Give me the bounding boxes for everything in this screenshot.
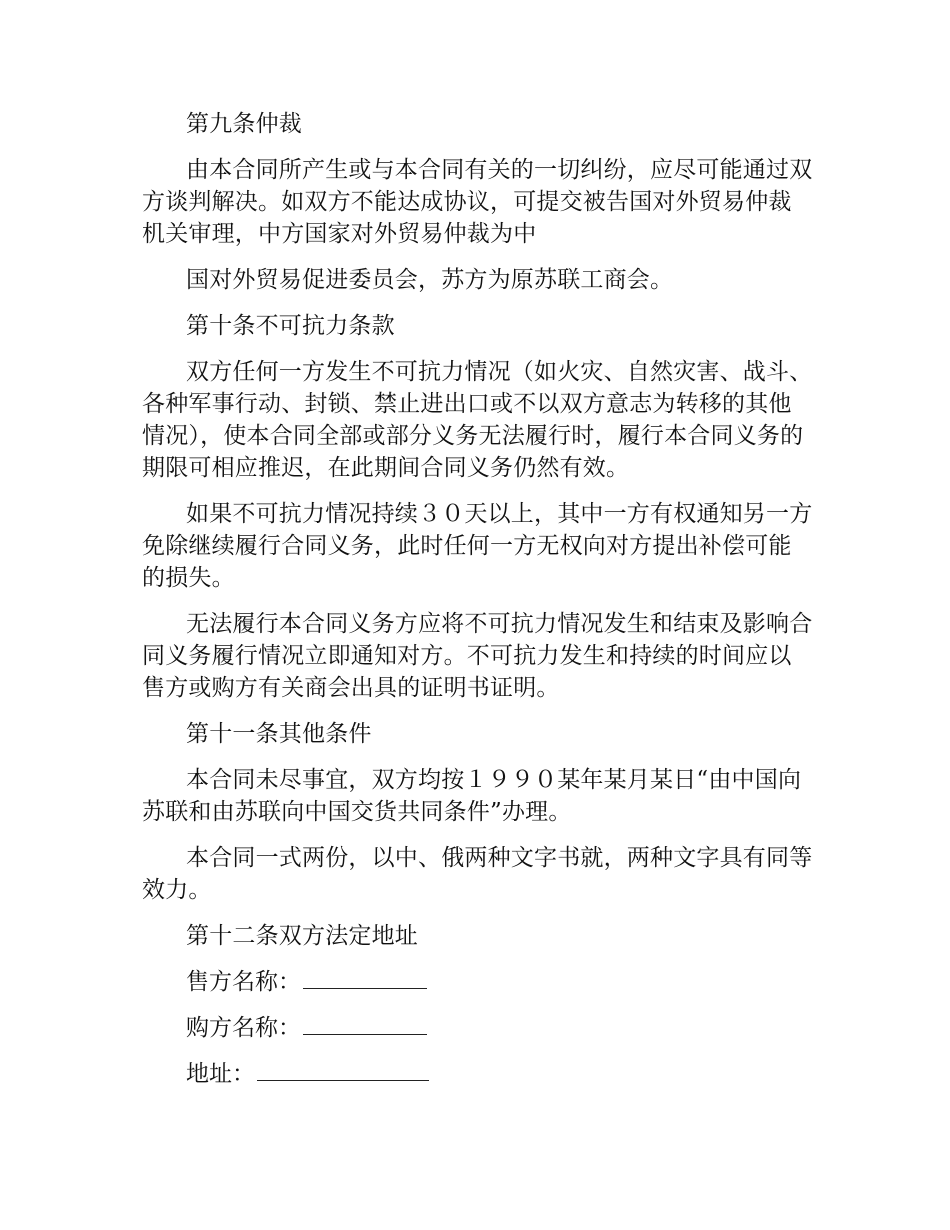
seller-name-label: 售方名称： bbox=[186, 969, 301, 995]
seller-name-field bbox=[142, 966, 814, 998]
article-11-paragraph-1: 本合同未尽事宜，双方均按１９９０某年某月某日“由中国向苏联和由苏联向中国交货共同条件”办理。 bbox=[142, 767, 802, 825]
article-9-paragraph-2: 国对外贸易促进委员会，苏方为原苏联工商会。 bbox=[186, 267, 674, 293]
buyer-name-blank-line bbox=[303, 1012, 427, 1035]
article-10-paragraph-3: 无法履行本合同义务方应将不可抗力情况发生和结束及影响合同义务履行情况立即通知对方。不可抗力发生和持续的时间应以售方或购方有关商会出具的证明书证明。 bbox=[142, 611, 813, 701]
buyer-name-label: 购方名称： bbox=[186, 1015, 301, 1041]
document-body bbox=[142, 108, 814, 1104]
article-10-title: 第十条不可抗力条款 bbox=[186, 313, 395, 339]
article-9-title: 第九条仲裁 bbox=[186, 111, 302, 137]
address-field bbox=[142, 1058, 814, 1090]
article-9-paragraph-1: 由本合同所产生或与本合同有关的一切纠纷，应尽可能通过双方谈判解决。如双方不能达成协议，可提交被告国对外贸易仲裁机关审理，中方国家对外贸易仲裁为中 bbox=[142, 157, 813, 247]
seller-name-blank-line bbox=[303, 966, 427, 989]
article-10-paragraph-1: 双方任何一方发生不可抗力情况（如火灾、自然灾害、战斗、各种军事行动、封锁、禁止进出口或不以双方意志为转移的其他情况），使本合同全部或部分义务无法履行时，履行本合同义务的期限可相应推迟，在此期间合同义务仍然有效。 bbox=[142, 359, 813, 481]
article-11-title: 第十一条其他条件 bbox=[186, 721, 372, 747]
address-blank-line bbox=[257, 1058, 429, 1081]
address-label: 地址： bbox=[186, 1061, 255, 1087]
article-10-paragraph-2: 如果不可抗力情况持续３０天以上，其中一方有权通知另一方免除继续履行合同义务，此时任何一方无权向对方提出补偿可能的损失。 bbox=[142, 501, 813, 591]
article-12-title: 第十二条双方法定地址 bbox=[186, 923, 418, 949]
buyer-name-field bbox=[142, 1012, 814, 1044]
article-11-paragraph-2: 本合同一式两份，以中、俄两种文字书就，两种文字具有同等效力。 bbox=[142, 845, 813, 903]
